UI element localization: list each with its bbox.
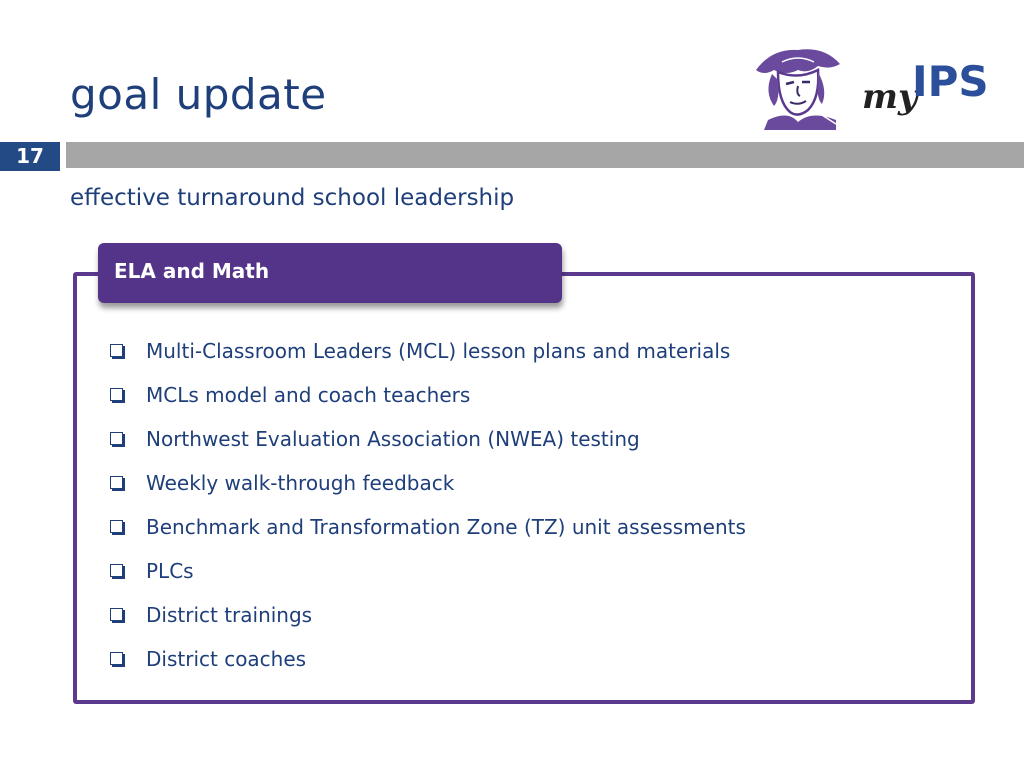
panel-heading-tab: [98, 243, 562, 303]
list-item-text: Benchmark and Transformation Zone (TZ) unit assessments: [146, 515, 746, 539]
list-item: [110, 637, 746, 681]
list-item: [110, 505, 746, 549]
checkbox-bullet-icon: [110, 520, 123, 533]
bullet-list: [110, 329, 746, 681]
checkbox-bullet-icon: [110, 432, 123, 445]
list-item-text: MCLs model and coach teachers: [146, 383, 471, 407]
checkbox-bullet-icon: [110, 388, 123, 401]
list-item-text: District trainings: [146, 603, 313, 627]
list-item-text: Weekly walk-through feedback: [146, 471, 455, 495]
list-item: [110, 417, 746, 461]
list-item: [110, 461, 746, 505]
list-item-text: Northwest Evaluation Association (NWEA) testing: [146, 427, 640, 451]
checkbox-bullet-icon: [110, 344, 123, 357]
checkbox-bullet-icon: [110, 476, 123, 489]
checkbox-bullet-icon: [110, 564, 123, 577]
slide-number: 17: [0, 142, 60, 171]
list-item: [110, 549, 746, 593]
header-divider-bar: [66, 142, 1024, 168]
brand-prefix: my: [862, 77, 918, 117]
list-item-text: Multi-Classroom Leaders (MCL) lesson plans and materials: [146, 339, 731, 363]
slide-subtitle: effective turnaround school leadership: [70, 185, 515, 211]
logo-group: [752, 40, 1012, 132]
list-item: [110, 329, 746, 373]
panel-heading: ELA and Math: [114, 259, 270, 283]
list-item: [110, 373, 746, 417]
myips-logo: [860, 58, 1006, 120]
slide-title: goal update: [70, 70, 327, 119]
list-item: [110, 593, 746, 637]
list-item-text: PLCs: [146, 559, 194, 583]
list-item-text: District coaches: [146, 647, 307, 671]
checkbox-bullet-icon: [110, 652, 123, 665]
patriot-mascot-icon: [752, 40, 844, 130]
brand-suffix: IPS: [912, 58, 989, 106]
checkbox-bullet-icon: [110, 608, 123, 621]
